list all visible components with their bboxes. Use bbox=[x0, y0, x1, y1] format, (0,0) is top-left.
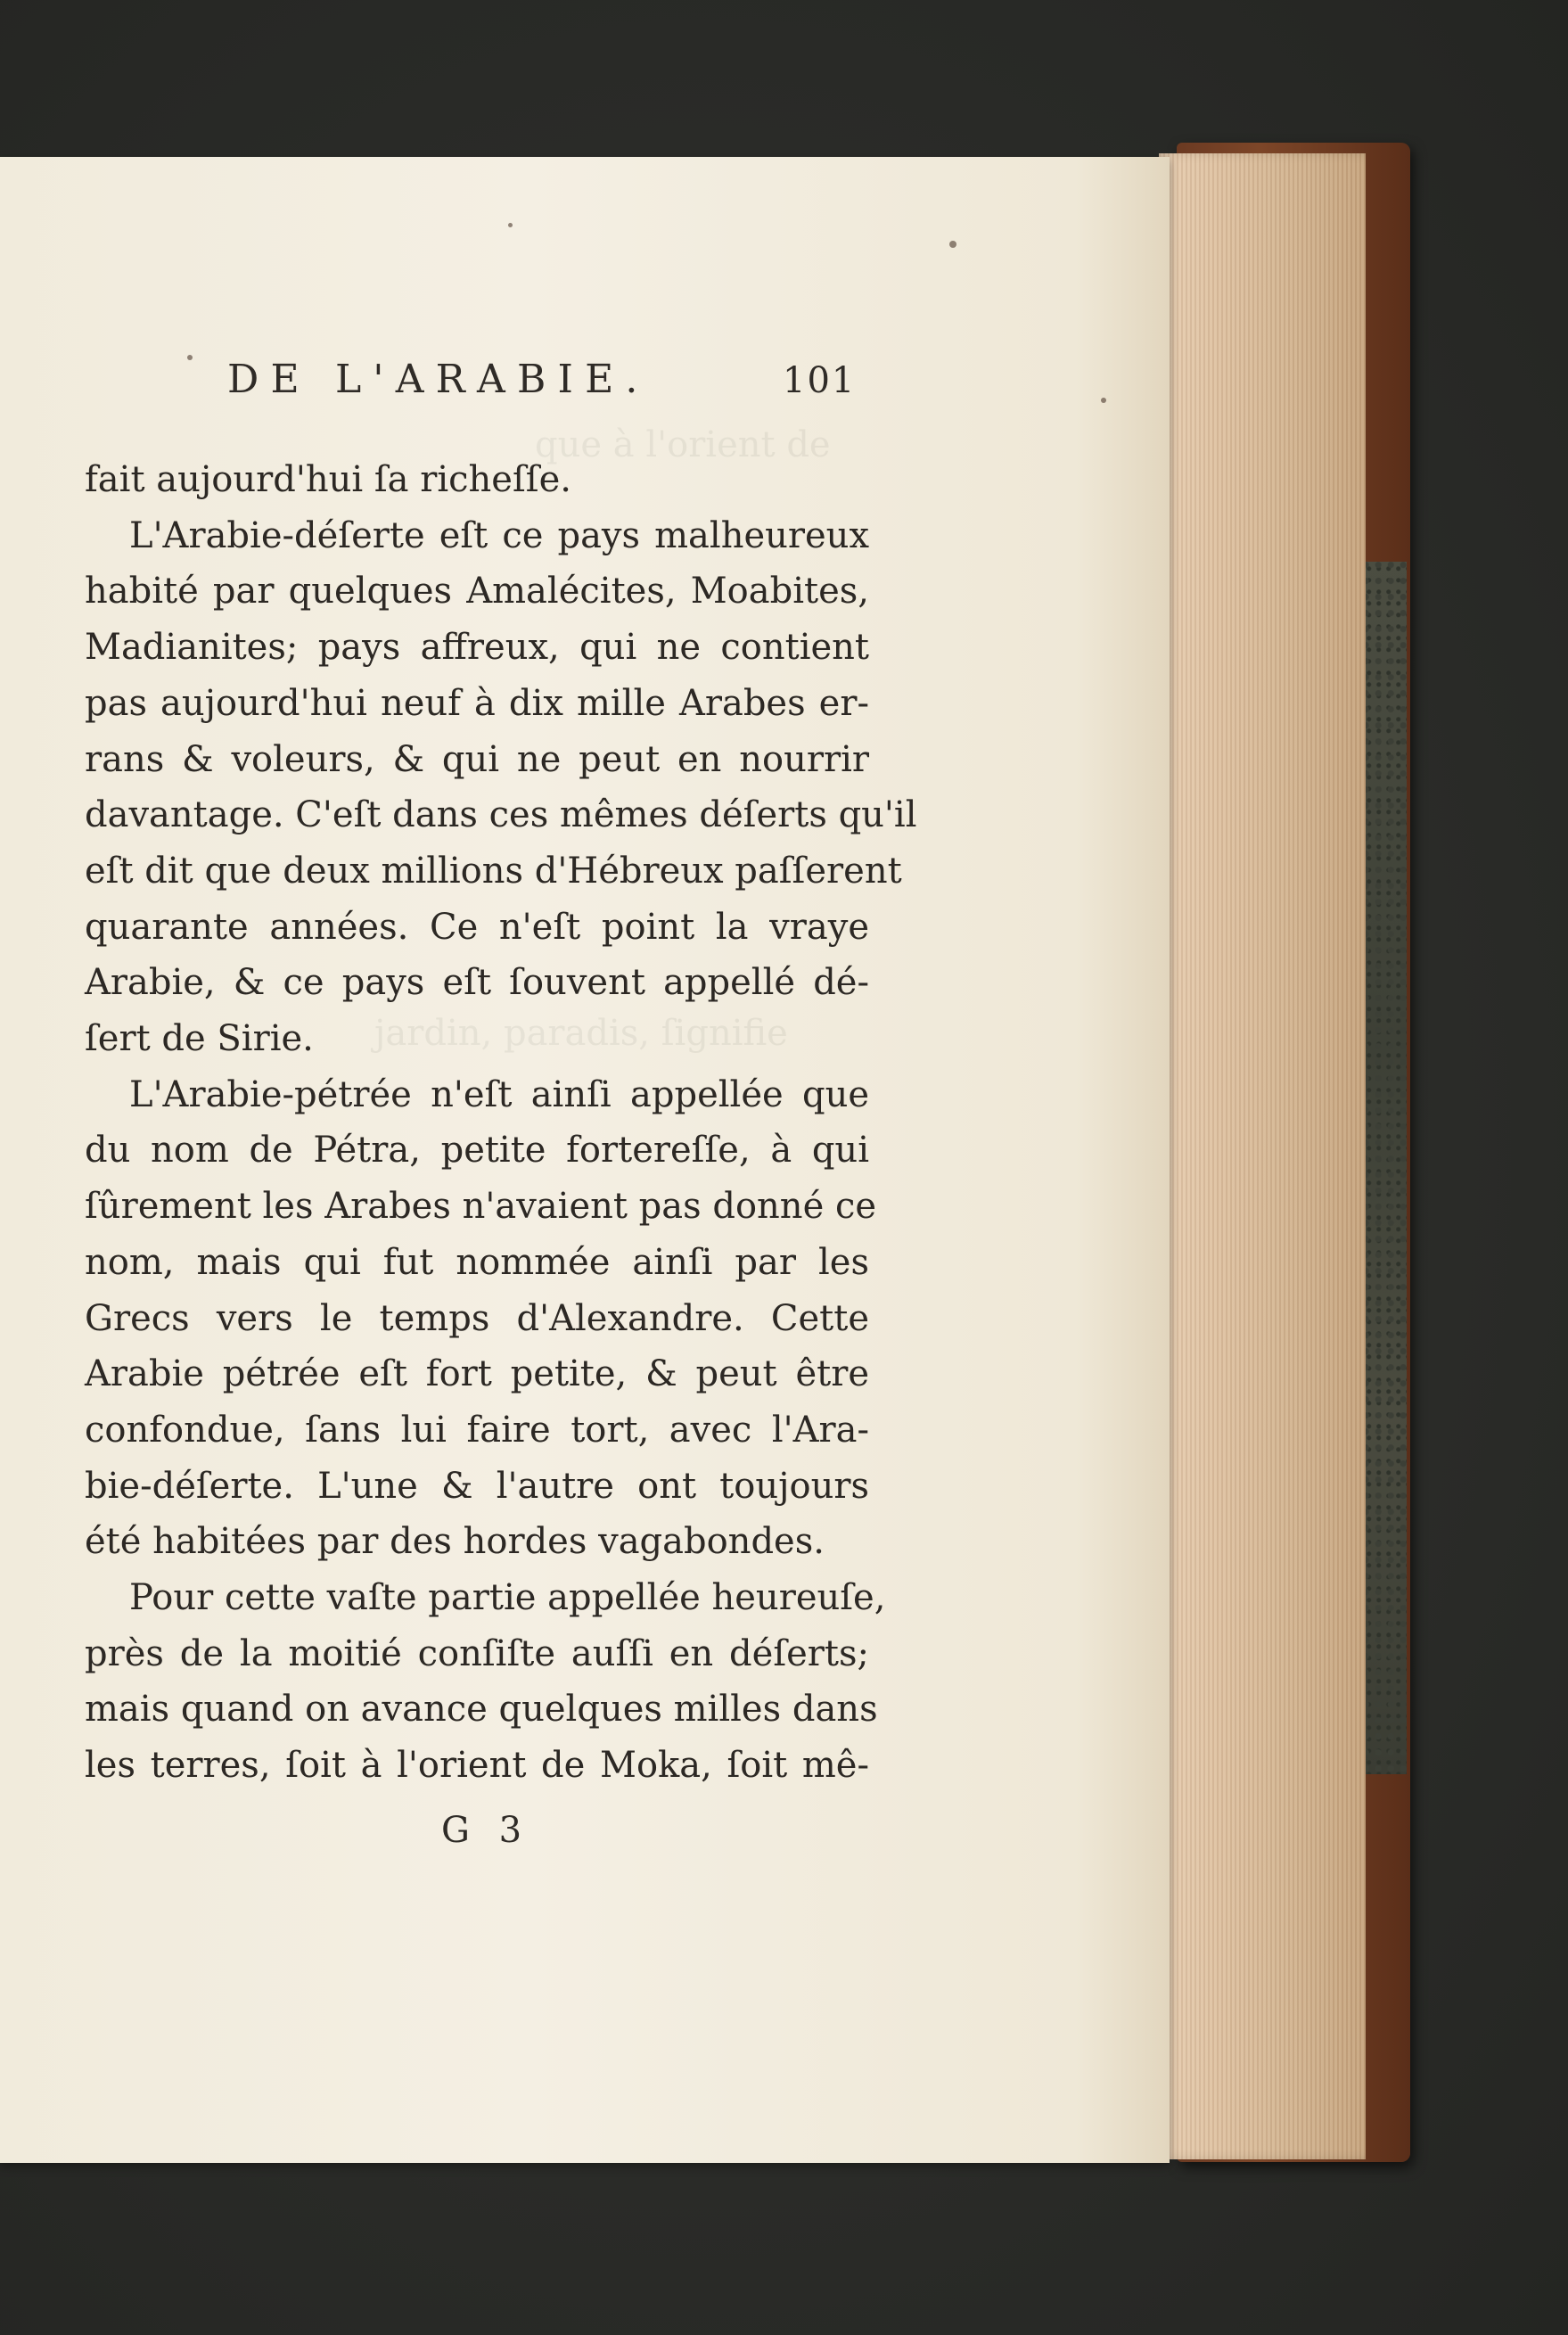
text-line: eſt dit que deux millions d'Hébreux paſſerent bbox=[85, 850, 902, 892]
page-number: 101 bbox=[783, 360, 857, 401]
text-line: les terres, ſoit à l'orient de Moka, ſoit mê- bbox=[85, 1745, 869, 1787]
running-head: DE L'ARABIE. bbox=[227, 357, 650, 402]
text-line: bie-déſerte. L'une & l'autre ont toujours bbox=[85, 1465, 869, 1507]
body-text bbox=[85, 452, 917, 1794]
signature-mark: G 3 bbox=[441, 1810, 531, 1851]
text-line: ſert de Sirie. bbox=[85, 1018, 314, 1060]
text-line: Madianites; pays affreux, qui ne contient bbox=[85, 627, 869, 669]
text-line: nom, mais qui fut nommée ainſi par les bbox=[85, 1241, 869, 1283]
text-line: fait aujourd'hui ſa richeſſe. bbox=[85, 459, 571, 500]
text-line: L'Arabie-déſerte eſt ce pays malheureux bbox=[129, 514, 869, 556]
paper-speck bbox=[1101, 398, 1106, 403]
page-edges bbox=[1159, 153, 1366, 2159]
text-line: quarante années. Ce n'eſt point la vraye bbox=[85, 906, 869, 948]
show-through-text: que à l'orient de bbox=[535, 424, 831, 465]
text-line: mais quand on avance quelques milles dans bbox=[85, 1689, 878, 1731]
paper-speck bbox=[508, 223, 513, 227]
text-line: Arabie pétrée eſt fort petite, & peut être bbox=[85, 1353, 869, 1395]
text-line: habité par quelques Amalécites, Moabites, bbox=[85, 571, 869, 613]
text-line: Arabie, & ce pays eſt ſouvent appellé dé- bbox=[85, 962, 869, 1004]
paper-speck bbox=[187, 355, 193, 360]
text-line: Pour cette vaſte partie appellée heureuſe, bbox=[129, 1577, 886, 1619]
text-line: du nom de Pétra, petite fortereſſe, à qui bbox=[85, 1130, 869, 1172]
text-line: près de la moitié conſiſte auſſi en déſerts; bbox=[85, 1632, 869, 1674]
marbled-cover-edge bbox=[1362, 562, 1407, 1774]
text-line: pas aujourd'hui neuf à dix mille Arabes er- bbox=[85, 682, 869, 724]
text-line: Grecs vers le temps d'Alexandre. Cette bbox=[85, 1297, 869, 1339]
text-line: été habitées par des hordes vagabondes. bbox=[85, 1521, 825, 1563]
text-line: confondue, ſans lui faire tort, avec l'Ara- bbox=[85, 1409, 869, 1451]
text-line: rans & voleurs, & qui ne peut en nourrir bbox=[85, 738, 869, 780]
paper-speck bbox=[949, 241, 956, 248]
show-through-text: jardin, paradis, ſignifie bbox=[374, 1013, 788, 1054]
text-line: davantage. C'eſt dans ces mêmes déſerts qu'il bbox=[85, 794, 917, 836]
text-line: L'Arabie-pétrée n'eſt ainſi appellée que bbox=[129, 1073, 869, 1115]
text-line: ſûrement les Arabes n'avaient pas donné ce bbox=[85, 1186, 877, 1228]
